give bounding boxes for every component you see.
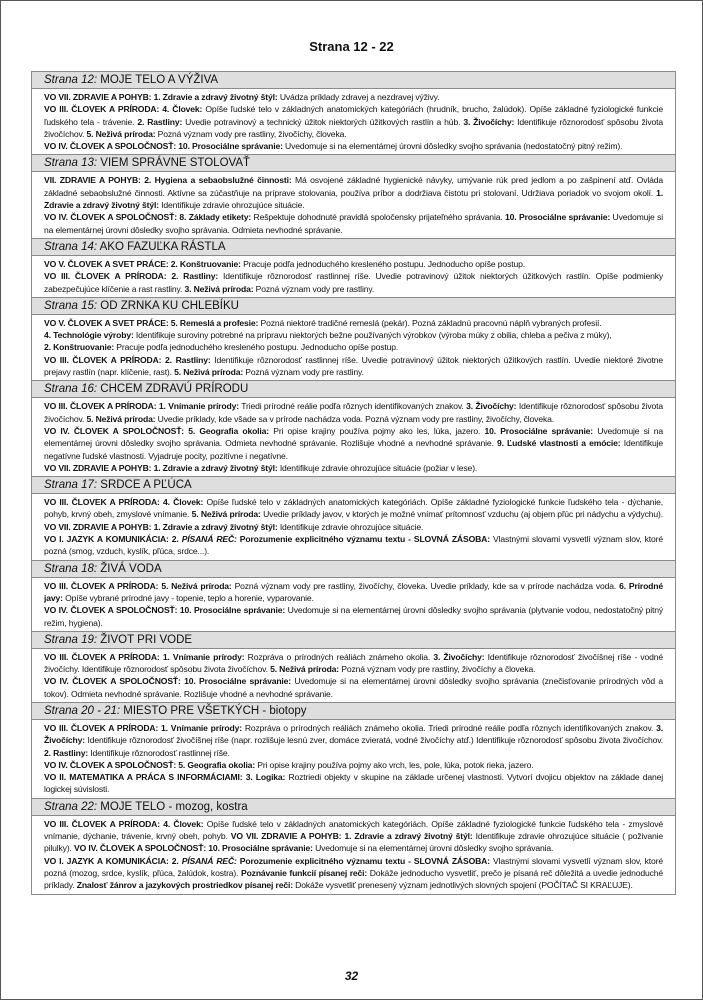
section-heading — [32, 477, 675, 494]
paragraph-text: Pozná význam vody pre rastliny, živočíchy, človeka. — [155, 128, 347, 139]
section-paragraph — [44, 329, 663, 341]
paragraph-label: 2. Konštruovanie: — [44, 342, 115, 353]
section-body — [32, 494, 675, 560]
paragraph-label: VO III. ČLOVEK A PRÍRODA: 2. Rastliny: — [44, 271, 219, 282]
paragraph-label: 5. Neživá príroda: — [270, 664, 340, 675]
paragraph-text: Identifikuje zdravie ohrozujúce situácie ( poživanie pilulky). — [44, 831, 664, 854]
paragraph-label: VO IV. ČLOVEK A SPOLOČNOSŤ: 5. Geografia okolia: — [44, 759, 256, 770]
paragraph-label: 1. Zdravie a zdravý životný štýl: — [44, 187, 663, 211]
section-body — [32, 816, 675, 895]
paragraph-text: Má osvojené základné hygienické návyky, umývanie rúk pred jedlom a po zašpinení atď. Ovláda základné sebaobslužné činnosti. Aktívne sa zúčastňuje na príprave stolovania, používa príbor a dodržiava čistotu pri stolovaní. Udržiava poriadok vo svojom okolí. — [44, 175, 663, 198]
paragraph-label: VII. ZDRAVIE A POHYB: 2. Hygiena a sebaobslužné činnosti: — [44, 175, 292, 186]
paragraph-label: VO IV. ČLOVEK A SPOLOČNOSŤ: 10. Prosociálne správanie: — [44, 141, 283, 152]
section-page-ref: Strana 13: — [44, 157, 98, 170]
curriculum-table — [31, 71, 676, 895]
paragraph-text: Identifikuje rôznorodosť rastlinnej ríše. Uvedie potravinový úžitok niektorých úžitkových rastlín. Opíše podmienky zabezpečujúce klíčenie a rast rastliny. — [44, 271, 663, 294]
section-paragraph — [44, 174, 663, 211]
section-title: CHCEM ZDRAVÚ PRÍRODU — [100, 383, 249, 396]
paragraph-text: Vlastnými slovami vysvetlí význam slov, ktoré pozná (smog, vzduch, kyslík, pľúca, srdce...). — [44, 534, 663, 557]
section-body — [32, 398, 675, 477]
section-paragraph — [44, 722, 663, 759]
paragraph-label: 9. Ľudské vlastnosti a emócie: — [497, 438, 621, 449]
paragraph-text: Uvedie príklady javov, v ktorých je možné vnímať prítomnosť vzduchu (aj objem pľúc pri nádychu a výdychu). — [260, 509, 663, 520]
paragraph-label: 3. Živočíchy: — [466, 401, 517, 412]
paragraph-label: VO IV. ČLOVEK A SPOLOČNOSŤ: 5. Geografia okolia: — [44, 425, 269, 436]
paragraph-text: Identifikuje rôznorodosť živočíšnej ríše (napr. rozlišuje lesnú zver, domáce zvieratá, vodné živočíchy atď.) Identifikuje rôznorodosť spôsobu života živočíchov. — [85, 735, 663, 746]
section-page-ref: Strana 14: — [44, 240, 98, 253]
paragraph-text: Identifikuje negatívne ľudské vlastnosti. Vyjadruje pocity, pozitívne i negatívne. — [44, 438, 663, 461]
paragraph-label: 3. Živočíchy: — [463, 116, 515, 127]
paragraph-text: Uvedomuje si na elementárnej úrovni dôsledky svojho správania. Odmieta nevhodné správanie. — [44, 212, 664, 235]
section-heading — [32, 239, 675, 256]
section-body — [32, 172, 675, 238]
section-heading — [32, 632, 675, 649]
section-title: SRDCE A PĽÚCA — [100, 479, 192, 492]
paragraph-text: Pozná význam vody pre rastliny. — [253, 283, 375, 294]
paragraph-text: Identifikuje rôznorodosť rastlinnej ríše. — [88, 747, 230, 758]
paragraph-label: Poznávanie funkcií písanej reči: — [240, 867, 368, 878]
paragraph-label: 10. Prosociálne správanie: — [505, 212, 611, 223]
paragraph-label: VO VII. ZDRAVIE A POHYB: 1. Zdravie a zdravý životný štýl: — [230, 831, 473, 842]
paragraph-label: PÍSANÁ REČ: — [181, 534, 237, 545]
paragraph-text: Uvedomuje si na elementárnej úrovni dôsledky svojho správania. Odmieta nevhodné správanie. Rozlišuje vhodné a nevhodné správanie. — [44, 425, 664, 449]
paragraph-text: Vlastnými slovami vysvetlí význam slov, ktoré pozná (mozog, srdce, kyslík, pľúca, žalúdok, kostra). — [44, 855, 663, 878]
paragraph-text: Triedi prírodné reálie podľa rôznych identifikovaných znakov. — [238, 401, 467, 412]
section-paragraph — [44, 425, 663, 462]
paragraph-text: Identifikuje zdravie ohrozujúce situácie (požiar v lese). — [277, 462, 478, 473]
section-paragraph — [44, 580, 663, 605]
paragraph-label: VO I. JAZYK A KOMUNIKÁCIA: 2. — [44, 855, 182, 866]
paragraph-text: Identifikuje rôznorodosť spôsobu života živočíchov. — [44, 116, 664, 139]
section-paragraph — [44, 341, 663, 353]
paragraph-label: PÍSANÁ REČ: — [181, 855, 237, 866]
section-body — [32, 649, 675, 703]
paragraph-label: VO III. ČLOVEK A PRÍRODA: 1. Vnímanie prírody: — [44, 651, 245, 662]
paragraph-label: 3. Neživá príroda: — [184, 283, 254, 294]
section-paragraph — [44, 771, 663, 796]
section-title: MOJE TELO A VÝŽIVA — [100, 74, 219, 86]
paragraph-label: 6. Prírodné javy: — [44, 580, 663, 603]
section-title: ŽIVÁ VODA — [100, 562, 162, 575]
page-title: Strana 12 - 22 — [309, 39, 394, 54]
section-body — [32, 256, 675, 298]
section-heading — [32, 799, 675, 816]
section-paragraph — [44, 462, 663, 474]
paragraph-text: Pozná význam vody pre rastliny, živočíchy, človeka. Uvedie príklady, kde sa v prírode nachádza voda. — [231, 580, 620, 591]
section-page-ref: Strana 12: — [44, 74, 98, 86]
paragraph-label: VO VII. ZDRAVIE A POHYB: 1. Zdravie a zdravý životný štýl: — [44, 92, 278, 102]
paragraph-label: Znalosť žánrov a jazykových prostriedkov písanej reči: — [76, 880, 293, 891]
paragraph-label: 5. Neživá príroda: — [86, 128, 156, 139]
section-heading — [32, 298, 675, 315]
section-title: OD ZRNKA KU CHLEBÍKU — [100, 299, 239, 312]
paragraph-label: VO I. JAZYK A KOMUNIKÁCIA: 2. — [44, 534, 182, 545]
section-heading — [32, 381, 675, 398]
section-body — [32, 578, 675, 632]
paragraph-text: Uvedomuje si na elementárnej úrovni dôsledky svojho správania (plytvanie vodou, nedostatočný pitný režim, hygiena). — [44, 605, 663, 628]
section-paragraph — [44, 759, 663, 771]
paragraph-text: Identifikuje rôznorodosť spôsobu života živočíchov. — [44, 401, 663, 424]
paragraph-label: VO IV. ČLOVEK A SPOLOČNOSŤ: 10. Prosociálne správanie: — [74, 843, 313, 854]
paragraph-label: Porozumenie explicitného významu textu - SLOVNÁ ZÁSOBA: — [236, 534, 490, 545]
paragraph-text: Uvedomuje si na elementárnej úrovni dôsledky svojho správania (znečisťovanie prírodných vôd a tokov). Odmieta nevhodné správanie. Rozlišuje vhodné a nevhodné správanie. — [44, 676, 663, 699]
paragraph-text: Pri opise krajiny používa pojmy ako les, lúka, jazero. — [269, 425, 485, 436]
page-number: 32 — [344, 969, 359, 983]
paragraph-label: 5. Neživá príroda: — [174, 367, 244, 378]
section-paragraph — [44, 496, 663, 533]
section-body — [32, 89, 675, 155]
paragraph-label: 2. Rastliny: — [137, 116, 183, 127]
paragraph-text: Opíše ľudské telo v základných anatomických kategóriách (hrudník, brucho, žalúdok). Opíše základné fyziologické funkcie ľudského tela - trávenie. — [44, 104, 663, 127]
paragraph-text: Pracuje podľa jednoduchého kresleného postupu. Jednoducho opíše postup. — [114, 342, 399, 353]
section-title: AKO FAZUĽKA RÁSTLA — [99, 240, 226, 253]
paragraph-label: 10. Prosociálne správanie: — [484, 425, 594, 436]
section-paragraph — [44, 604, 663, 629]
paragraph-label: 2. Rastliny: — [44, 747, 89, 758]
section-page-ref: Strana 18: — [44, 562, 98, 575]
section-paragraph — [44, 103, 663, 140]
section-title: MIESTO PRE VŠETKÝCH - biotopy — [123, 704, 307, 717]
paragraph-text: Uvedie potravinový a technický úžitok niektorých úžitkových rastlín a húb. — [182, 116, 464, 127]
section-paragraph — [44, 818, 663, 855]
paragraph-text: Uvedomuje si na elementárnej úrovni dôsledky svojho správania. — [312, 843, 554, 854]
paragraph-text: Pracuje podľa jednoduchého kresleného postupu. Jednoducho opíše postup. — [240, 258, 525, 269]
section-page-ref: Strana 22: — [44, 800, 98, 813]
paragraph-label: VO III. ČLOVEK A PRÍRODA: 4. Človek: — [44, 818, 204, 829]
section-paragraph — [44, 855, 663, 892]
paragraph-text: Rešpektuje dohodnuté pravidlá spoločensky prijateľného správania. — [251, 212, 506, 223]
paragraph-label: 3. Živočíchy: — [44, 722, 663, 746]
paragraph-label: VO III. ČLOVEK A PRÍRODA: 4. Človek: — [44, 104, 203, 115]
section-page-ref: Strana 17: — [44, 479, 98, 492]
paragraph-text: Opíše ľudské telo v základných anatomických kategóriách. Opíše základné fyziologické funkcie ľudského tela - dýchanie, pohyb, krvný obeh, zmyslové vnímanie. — [44, 497, 664, 520]
paragraph-text: Pozná význam vody pre rastliny, živočíchy a človeka. — [339, 664, 536, 675]
paragraph-label: VO V. ČLOVEK A SVET PRÁCE: 2. Konštruovanie: — [44, 258, 241, 269]
section-paragraph — [44, 651, 663, 676]
paragraph-text: Opíše vybrané prírodné javy - topenie, teplo a horenie, vyparovanie. — [62, 592, 314, 603]
paragraph-label: VO III. ČLOVEK A PRÍRODA: 1. Vnímanie prírody: — [44, 401, 239, 412]
section-page-ref: Strana 15: — [44, 299, 98, 312]
section-page-ref: Strana 20 - 21: — [44, 704, 121, 717]
section-paragraph — [44, 675, 663, 700]
section-paragraph — [44, 317, 663, 329]
paragraph-text: Uvedomuje si na elementárnej úrovni dôsledky svojho správania (nedostatočný pitný režim). — [282, 141, 623, 152]
paragraph-text: Identifikuje rôznorodosť rastlinnej ríše. Uvedie potravinový úžitok niektorých úžitkových rastlín. Uvedie niektoré životne prejavy rastlín (napr. klíčenie, rast). — [44, 354, 663, 378]
paragraph-label: VO II. MATEMATIKA A PRÁCA S INFORMÁCIAMI: 3. Logika: — [44, 772, 286, 783]
paragraph-label: 5. Neživá príroda: — [191, 509, 261, 520]
paragraph-text: Opíše ľudské telo v základných anatomických kategóriách. Opíše základné fyziologické funkcie ľudského tela - zmyslové vnímanie, dýchanie, trávenie, krvný obeh, pohyb. — [44, 818, 663, 842]
paragraph-text: Rozpráva o prírodných reáliách známeho okolia. — [244, 651, 434, 662]
paragraph-label: 5. Neživá príroda: — [86, 413, 156, 424]
paragraph-text: Dokáže vysvetliť prenesený význam jednotlivých slovných spojení (POČÍTAČ SI KRAĽUJE). — [292, 880, 633, 891]
paragraph-text: Uvádza príklady zdravej a nezdravej výživy. — [277, 92, 440, 102]
paragraph-text: Uvedie príklady, kde všade sa v prírode nachádza voda. Pozná význam vody pre rastliny, živočíchy, človeka. — [155, 413, 554, 424]
paragraph-text: Identifikuje suroviny potrebné na prípravu niektorých bežne používaných výrobkov (výroba múky z obilia, chleba a pečiva z múky), — [133, 330, 612, 341]
section-title: VIEM SPRÁVNE STOLOVAŤ — [100, 157, 251, 170]
section-paragraph — [44, 533, 663, 558]
paragraph-text: Identifikuje zdravie ohrozujúce situácie. — [277, 521, 424, 532]
section-heading — [32, 72, 675, 89]
paragraph-label: VO VII. ZDRAVIE A POHYB: 1. Zdravie a zdravý životný štýl: — [44, 521, 278, 532]
paragraph-label: VO III. ČLOVEK A PRÍRODA: 5. Neživá príroda: — [44, 580, 232, 591]
paragraph-label: 4. Technológie výroby: — [44, 330, 134, 341]
section-title: ŽIVOT PRI VODE — [100, 633, 193, 646]
section-page-ref: Strana 16: — [44, 383, 98, 396]
section-body — [32, 720, 675, 799]
paragraph-label: VO V. ČLOVEK A SVET PRÁCE: 5. Remeslá a profesie: — [44, 317, 259, 328]
section-heading — [32, 703, 675, 720]
section-paragraph — [44, 354, 663, 379]
paragraph-text: Pri opise krajiny používa pojmy ako vrch, les, pole, lúka, potok rieka, jazero. — [255, 759, 534, 770]
paragraph-text: Rozpráva o prírodných reáliách známeho okolia. Triedi prírodné reálie podľa rôznych identifikovaných znakov. — [241, 722, 657, 733]
paragraph-label: VO IV. ČLOVEK A SPOLOČNOSŤ: 8. Základy etikety: — [44, 212, 252, 223]
paragraph-text: Pozná význam vody pre rastliny. — [243, 367, 364, 378]
section-body — [32, 315, 675, 381]
section-heading — [32, 155, 675, 172]
section-paragraph — [44, 91, 663, 103]
paragraph-label: VO VII. ZDRAVIE A POHYB: 1. Zdravie a zdravý životný štýl: — [44, 462, 278, 473]
paragraph-text: Identifikuje zdravie ohrozujúce situácie. — [158, 200, 305, 211]
paragraph-text: Roztriedi objekty v skupine na základe určenej vlastnosti. Vytvorí dvojicu objektov na základe danej logickej súvislosti. — [44, 772, 663, 795]
section-title: MOJE TELO - mozog, kostra — [100, 800, 248, 813]
section-page-ref: Strana 19: — [44, 633, 98, 646]
paragraph-label: VO IV. ČLOVEK A SPOLOČNOSŤ: 10. Prosociálne správanie: — [44, 676, 292, 687]
section-paragraph — [44, 140, 663, 152]
section-heading — [32, 561, 675, 578]
section-paragraph — [44, 400, 663, 425]
paragraph-label: VO III. ČLOVEK A PRÍRODA: 1. Vnímanie prírody: — [44, 722, 242, 733]
paragraph-label: VO IV. ČLOVEK A SPOLOČNOSŤ: 10. Prosociálne správanie: — [44, 605, 286, 616]
section-paragraph — [44, 211, 663, 236]
paragraph-label: Porozumenie explicitného významu textu - SLOVNÁ ZÁSOBA: — [236, 855, 490, 866]
paragraph-text: Pozná niektoré tradičné remeslá (pekár). Pozná základnú pracovnú náplň vybraných profesií. — [258, 317, 602, 328]
paragraph-text: Dokáže jednoducho vysvetliť, prečo je písaná reč dôležitá a uvedie jednoduché príklady. — [44, 867, 663, 891]
paragraph-label: 3. Živočíchy: — [433, 651, 485, 662]
section-paragraph — [44, 258, 663, 270]
paragraph-label: VO III. ČLOVEK A PRÍRODA: 2. Rastliny: — [44, 354, 211, 365]
paragraph-label: VO III. ČLOVEK A PRÍRODA: 4. Človek: — [44, 497, 204, 508]
section-paragraph — [44, 270, 663, 295]
paragraph-text: Identifikuje rôznorodosť živočíšnej ríše - vodné živočíchy. Identifikuje rôznorodosť spôsobu života živočíchov. — [44, 651, 663, 675]
